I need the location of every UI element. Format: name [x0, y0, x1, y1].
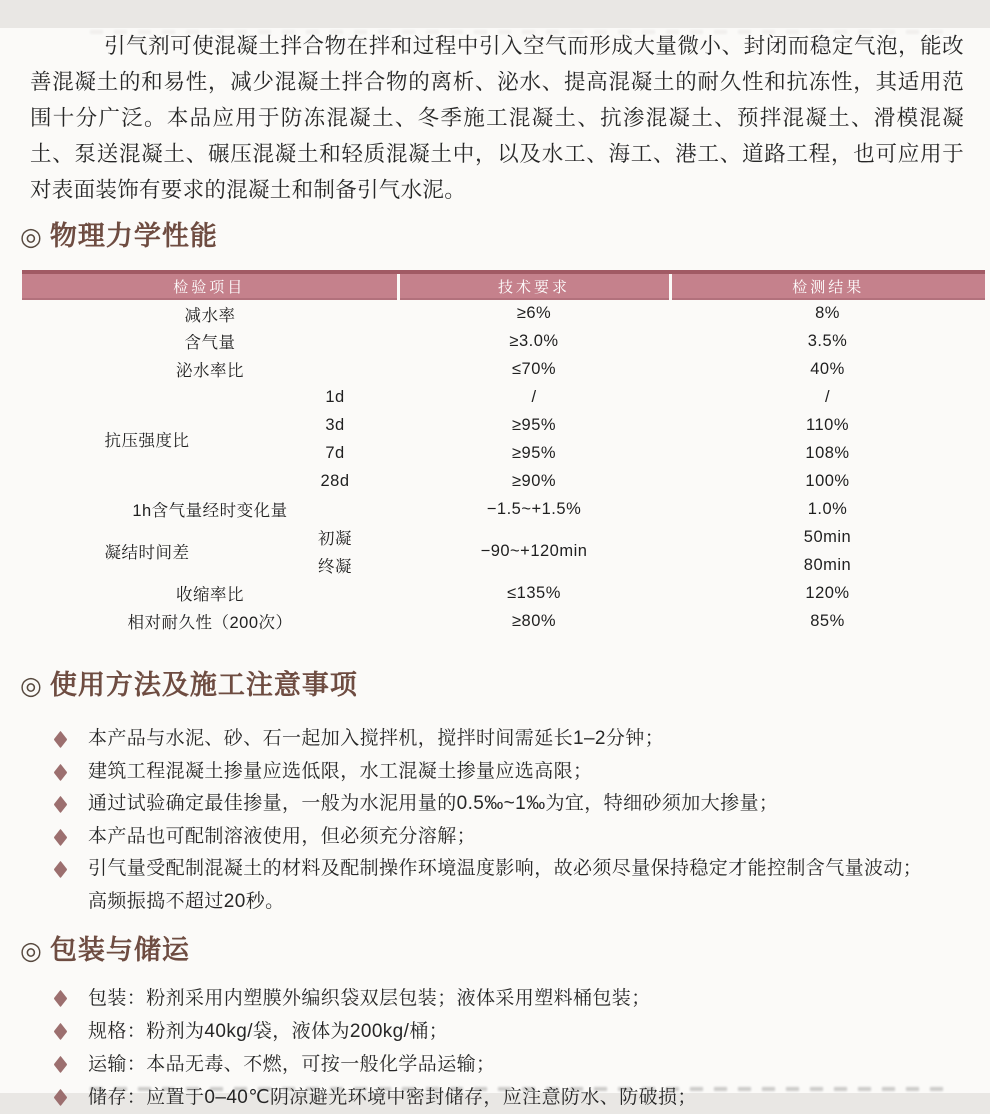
section-title: 使用方法及施工注意事项 — [49, 670, 358, 700]
bullet-text: 建筑工程混凝土掺量应选低限，水工混凝土掺量应选高限； — [88, 760, 593, 782]
document-page — [0, 28, 990, 1108]
sub-cell: 1d — [325, 387, 345, 406]
bullet-text: 运输：本品无毒、不燃，可按一般化学品运输； — [88, 1054, 496, 1075]
list-item — [0, 982, 990, 1015]
table-row — [22, 383, 985, 411]
bullseye-icon: ◎ — [20, 671, 43, 700]
diamond-bullet-icon — [54, 990, 68, 1007]
res-cell: 108% — [805, 443, 850, 462]
header-cell-result: 检测结果 — [670, 272, 985, 299]
clipped-text-remnant-bottom — [90, 1087, 950, 1091]
res-cell: 80min — [803, 555, 852, 574]
item-cell: 1h含气量经时变化量 — [132, 502, 288, 520]
list-item — [0, 1015, 990, 1048]
res-cell: 110% — [806, 415, 849, 434]
bullet-text: 储存：应置于0–40℃阴凉避光环境中密封储存，应注意防水、防破损； — [88, 1087, 697, 1108]
list-item — [0, 1081, 990, 1114]
section-heading-packaging — [20, 932, 990, 968]
res-cell: 50min — [803, 527, 852, 546]
diamond-bullet-icon — [54, 1056, 68, 1073]
req-cell: ≥3.0% — [509, 331, 559, 350]
table-row — [22, 523, 985, 551]
res-cell: 1.0% — [807, 499, 848, 518]
res-cell: 3.5% — [807, 331, 848, 350]
bullseye-icon: ◎ — [20, 222, 43, 251]
diamond-bullet-icon — [54, 731, 68, 748]
req-cell: ≥90% — [511, 471, 557, 490]
res-cell: 120% — [805, 583, 850, 602]
req-cell: −1.5~+1.5% — [486, 499, 582, 518]
res-cell: 85% — [810, 611, 845, 630]
res-cell: / — [824, 387, 831, 406]
item-cell: 泌水率比 — [176, 362, 244, 380]
packaging-bullet-list — [0, 982, 990, 1114]
bullet-text: 引气量受配制混凝土的材料及配制操作环境温度影响，故必须尽量保持稳定才能控制含气量波动；高频振捣不超过20秒。 — [88, 858, 923, 912]
res-cell: 40% — [810, 359, 845, 378]
section-title: 包装与储运 — [49, 935, 190, 965]
diamond-bullet-icon — [54, 1089, 68, 1106]
list-item — [0, 756, 990, 789]
table-row — [22, 355, 985, 383]
req-cell: ≤70% — [511, 359, 557, 378]
res-cell: 100% — [805, 471, 850, 490]
table-row — [22, 299, 985, 327]
list-item — [0, 788, 990, 821]
header-cell-item: 检验项目 — [22, 272, 398, 299]
group-cell: 抗压强度比 — [104, 432, 190, 450]
req-cell: −90~+120min — [480, 541, 588, 560]
req-cell: ≥80% — [511, 611, 557, 630]
table-header-row — [22, 272, 985, 299]
table-row — [22, 607, 985, 635]
table-row — [22, 579, 985, 607]
section-heading-usage — [20, 667, 990, 703]
section-heading-physical — [20, 218, 990, 254]
req-cell: ≥95% — [511, 415, 557, 434]
item-cell: 相对耐久性（200次） — [127, 614, 293, 632]
table-row — [22, 495, 985, 523]
req-cell: / — [531, 387, 537, 406]
req-cell: ≥95% — [511, 443, 557, 462]
diamond-bullet-icon — [54, 1023, 68, 1040]
header-cell-requirement: 技术要求 — [398, 272, 670, 299]
sub-cell: 终凝 — [318, 558, 352, 576]
bullet-text: 规格：粉剂为40kg/袋，液体为200kg/桶； — [88, 1021, 449, 1042]
list-item — [0, 853, 990, 918]
bullet-text: 本产品也可配制溶液使用，但必须充分溶解； — [88, 825, 477, 847]
item-cell: 含气量 — [184, 334, 236, 352]
diamond-bullet-icon — [54, 828, 68, 845]
list-item — [0, 723, 990, 756]
table-row — [22, 327, 985, 355]
intro-paragraph: 引气剂可使混凝土拌合物在拌和过程中引入空气而形成大量微小、封闭而稳定气泡，能改善混凝土的和易性，减少混凝土拌合物的离析、泌水、提高混凝土的耐久性和抗冻性，其适用范围十分广泛。本品应用于防冻混凝土、冬季施工混凝土、抗渗混凝土、预拌混凝土、滑模混凝土、泵送混凝土、碾压混凝土和轻质混凝土中，以及水工、海工、港工、道路工程，也可应用于对表面装饰有要求的混凝土和制备引气水泥。 — [30, 34, 964, 202]
item-cell: 减水率 — [184, 306, 236, 325]
group-cell: 凝结时间差 — [104, 544, 190, 562]
list-item — [0, 821, 990, 854]
sub-cell: 7d — [325, 443, 345, 462]
diamond-bullet-icon — [54, 763, 68, 780]
bullet-text: 本产品与水泥、砂、石一起加入搅拌机，搅拌时间需延长1–2分钟； — [88, 728, 665, 749]
item-cell: 收缩率比 — [176, 586, 244, 604]
res-cell: 8% — [815, 304, 840, 322]
section-title: 物理力学性能 — [49, 221, 218, 251]
physical-properties-table — [22, 270, 985, 635]
bullet-text: 通过试验确定最佳掺量，一般为水泥用量的0.5‰~1‰为宜，特细砂须加大掺量； — [88, 793, 779, 814]
bullet-text: 包装：粉剂采用内塑膜外编织袋双层包装；液体采用塑料桶包装； — [88, 988, 651, 1009]
clipped-text-remnant-top — [90, 30, 950, 34]
sub-cell: 3d — [325, 415, 345, 434]
diamond-bullet-icon — [54, 796, 68, 813]
list-item — [0, 1048, 990, 1081]
sub-cell: 初凝 — [318, 530, 352, 548]
bullseye-icon: ◎ — [20, 936, 43, 965]
req-cell: ≤135% — [507, 583, 561, 602]
diamond-bullet-icon — [54, 861, 68, 878]
sub-cell: 28d — [320, 471, 350, 490]
req-cell: ≥6% — [516, 304, 552, 322]
usage-bullet-list — [0, 723, 990, 918]
